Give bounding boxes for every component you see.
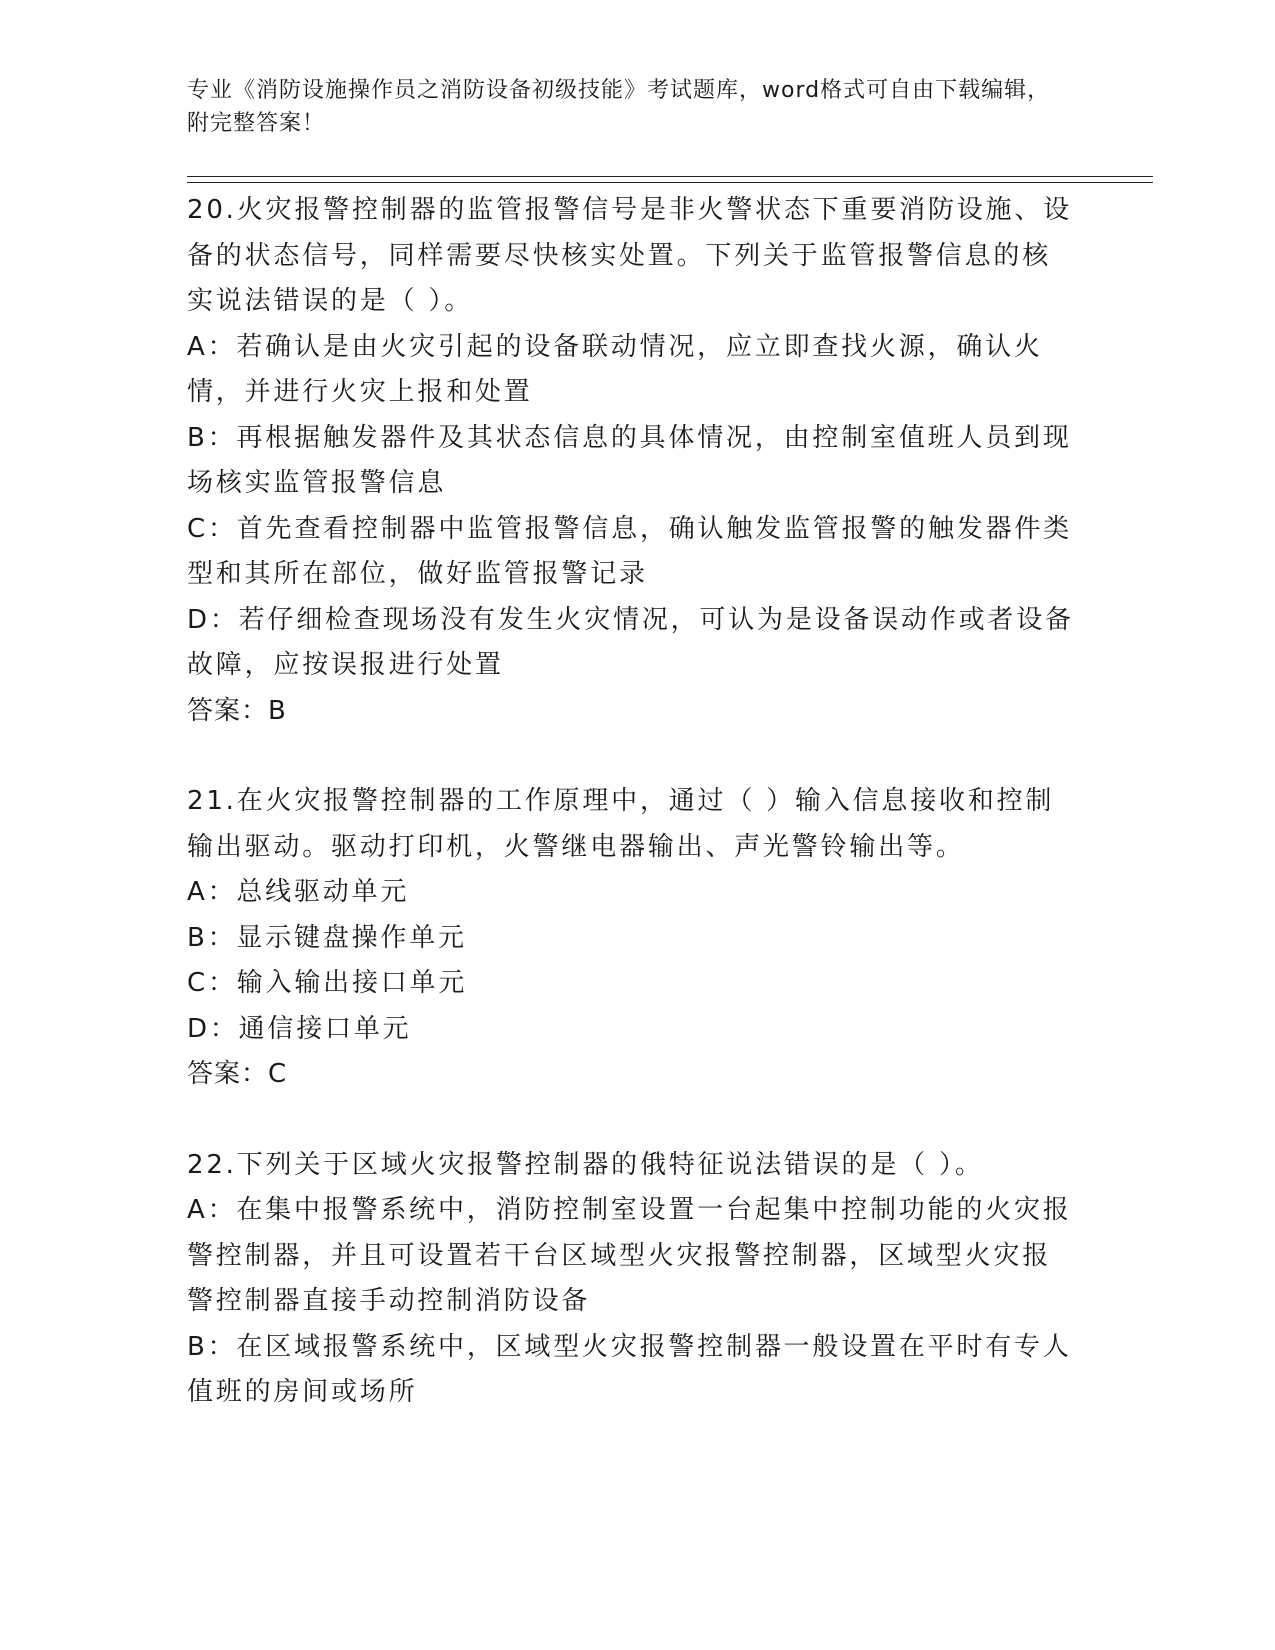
question-stem: 20.火灾报警控制器的监管报警信号是非火警状态下重要消防设施、设备的状态信号，同样需要尽快核实处置。下列关于监管报警信息的核实说法错误的是（ ）。 (187, 195, 1072, 316)
spacer (187, 734, 1077, 779)
option-d: D：若仔细检查现场没有发生火灾情况，可认为是设备误动作或者设备故障，应按误报进行处置 (187, 604, 1074, 680)
document-header: 专业《消防设施操作员之消防设备初级技能》考试题库，word格式可自由下载编辑，附完整答案！ (187, 78, 1051, 136)
answer-line: 答案：B (187, 695, 287, 726)
option-b: B：显示键盘操作单元 (187, 922, 467, 953)
answer-line: 答案：C (187, 1059, 288, 1089)
option-c: C：首先查看控制器中监管报警信息，确认触发监管报警的触发器件类型和其所在部位，做好监管报警记录 (187, 513, 1072, 589)
question-list (187, 188, 1077, 1416)
option-d: D：通信接口单元 (187, 1013, 412, 1044)
question-item (187, 779, 1077, 1098)
option-a: A：若确认是由火灾引起的设备联动情况，应立即查找火源，确认火情，并进行火灾上报和处置 (187, 331, 1043, 407)
option-a: A：总线驱动单元 (187, 877, 410, 907)
spacer (187, 1098, 1077, 1143)
option-a: A：在集中报警系统中，消防控制室设置一台起集中控制功能的火灾报警控制器，并且可设置若干台区域型火灾报警控制器，区域型火灾报警控制器直接手动控制消防设备 (187, 1195, 1072, 1316)
option-b: B：在区域报警系统中，区域型火灾报警控制器一般设置在平时有专人值班的房间或场所 (187, 1331, 1072, 1407)
question-stem: 21.在火灾报警控制器的工作原理中，通过（ ）输入信息接收和控制输出驱动。驱动打印机，火警继电器输出、声光警铃输出等。 (187, 786, 1055, 862)
question-item (187, 1143, 1077, 1416)
question-stem: 22.下列关于区域火灾报警控制器的俄特征说法错误的是（ ）。 (187, 1149, 984, 1180)
header-rule-top (187, 176, 1153, 177)
option-c: C：输入输出接口单元 (187, 968, 468, 998)
header-rule-bottom (187, 182, 1153, 183)
question-item (187, 188, 1077, 734)
option-b: B：再根据触发器件及其状态信息的具体情况，由控制室值班人员到现场核实监管报警信息 (187, 422, 1072, 498)
